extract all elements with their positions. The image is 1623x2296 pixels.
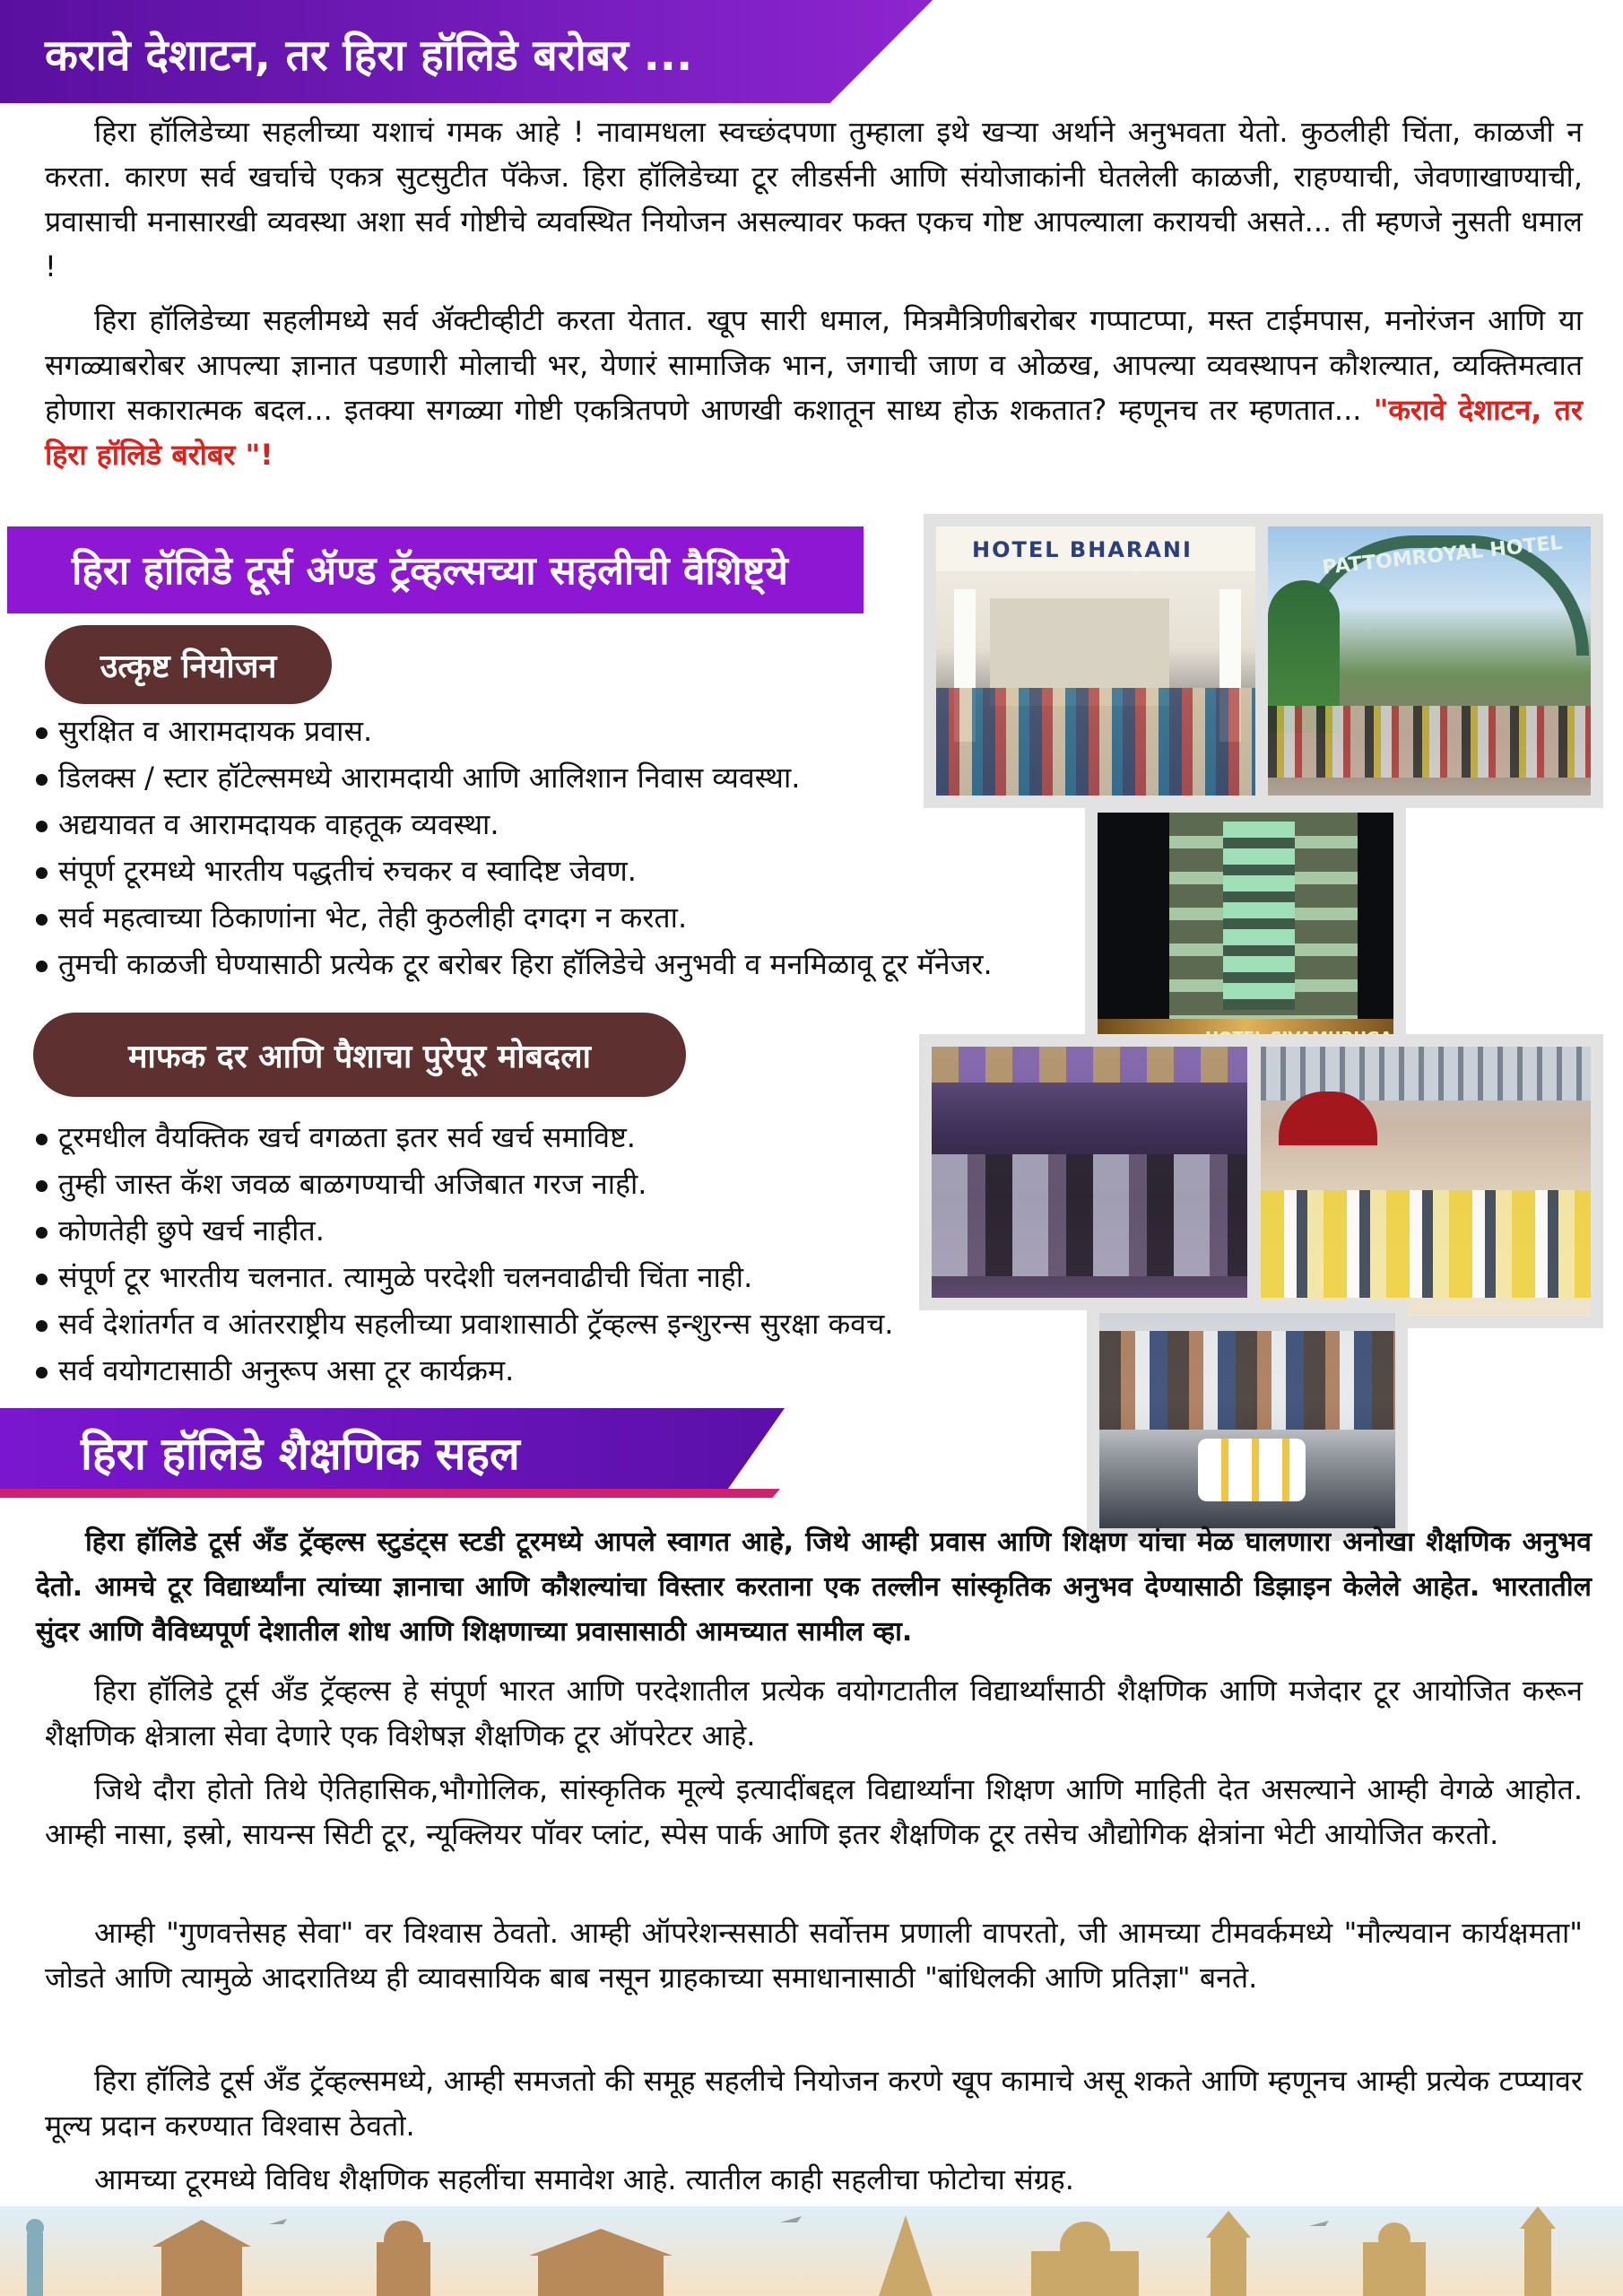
list-item-text: संपूर्ण टूरमध्ये भारतीय पद्धतीचं रुचकर व स्वादिष्ट जेवण. xyxy=(58,854,637,888)
photo-bus-interior-image xyxy=(932,1047,1247,1298)
bullet-icon xyxy=(36,727,48,739)
value-pill xyxy=(33,1013,686,1097)
intro-paragraph-2 xyxy=(45,298,1583,477)
bullet-icon xyxy=(36,961,48,972)
list-item-text: कोणतेही छुपे खर्च नाहीत. xyxy=(58,1213,325,1248)
students-faces xyxy=(1099,1331,1395,1430)
bus-seats-with-students xyxy=(932,1154,1247,1276)
list-item-text: डिलक्स / स्टार हॉटेल्समध्ये आरामदायी आणि आलिशान निवास व्यवस्था. xyxy=(58,761,801,795)
bus-ceiling-lights xyxy=(932,1047,1247,1083)
planning-pill-label: उत्कृष्ट नियोजन xyxy=(100,648,277,685)
group-of-students xyxy=(936,688,1259,796)
education-paragraph-4: आम्ही "गुणवत्तेसह सेवा" वर विश्वास ठेवतो. आम्ही ऑपरेशन्ससाठी सर्वोत्तम प्रणाली वापरतो, जी आमच्या टीमवर्कमध्ये "मौल्यवान कार्यक्षमता" जोडते आणि त्यामुळे आदरातिथ्य ही व्यावसायिक बाब नसून ग्राहकाच्या समाधानासाठी "बांधिलकी आणि प्रतिज्ञा" बनते. xyxy=(45,1916,1583,1995)
education-paragraph-2: हिरा हॉलिडे टूर्स अँड ट्रॅव्हल्स हे संपूर्ण भारत आणि परदेशातील प्रत्येक वयोगटातील विद्यार्थ्यांसाठी शैक्षणिक आणि मजेदार टूर आयोजित करून शैक्षणिक क्षेत्राला सेवा देणारे एक विशेषज्ञ शैक्षणिक टूर ऑपरेटर आहे. xyxy=(45,1674,1583,1752)
list-item xyxy=(36,1254,893,1300)
list-item-text: सर्व देशांतर्गत व आंतरराष्ट्रीय सहलीच्या प्रवाशासाठी ट्रॅव्हल्स इन्शुरन्स सुरक्षा कवच. xyxy=(58,1307,894,1341)
photo-hotel-sivamurugan xyxy=(1085,800,1406,1067)
planning-pill xyxy=(45,625,332,704)
education-paragraph-6: आमच्या टूरमध्ये विविध शैक्षणिक सहलींचा समावेश आहे. त्यातील काही सहलीचा फोटोचा संग्रह. xyxy=(94,2162,1074,2196)
value-list xyxy=(36,1114,893,1394)
bullet-icon xyxy=(36,774,48,786)
building-windows xyxy=(1223,822,1295,1010)
list-item xyxy=(36,941,993,987)
big-ben-icon xyxy=(1524,2229,1551,2296)
bullet-icon xyxy=(36,914,48,926)
intro-paragraph-2-text: हिरा हॉलिडेच्या सहलीमध्ये सर्व ॲक्टीव्हीटी करता येतात. खूप सारी धमाल, मित्रमैत्रिणीबरोबर गप्पाटप्पा, मस्त टाईमपास, मनोरंजन आणि या सगळ्याबरोबर आपल्या ज्ञानात पडणारी मोलाची भर, येणारं सामाजिक भान, जगाची जाण व ओळख, आपल्या व्यवस्थापन कौशल्यात, व्यक्तिमत्वात होणारा सकारात्मक बदल... इतक्या सगळ्या गोष्टी एकत्रितपणे आणखी कशातून साध्य होऊ शकतात? म्हणूनच तर म्हणतात... xyxy=(45,303,1583,427)
list-item xyxy=(36,1161,893,1207)
photo-hotel-sivamurugan-image xyxy=(1098,813,1393,1055)
list-item xyxy=(36,894,993,941)
education-heading: हिरा हॉलिडे शैक्षणिक सहल xyxy=(81,1428,520,1480)
intro-quote: "करावे देशाटन, तर हिरा हॉलिडे बरोबर "! xyxy=(45,393,1583,472)
photo-students-eating xyxy=(1087,1300,1408,1541)
skyline-illustration xyxy=(0,2206,1623,2296)
list-item xyxy=(36,1347,893,1394)
pattom-royal-sign: PATTOMROYAL HOTEL xyxy=(1321,532,1564,579)
hotel-bharani-sign: HOTEL BHARANI xyxy=(972,537,1193,562)
planning-list xyxy=(36,708,993,987)
list-item-text: सर्व महत्वाच्या ठिकाणांना भेट, तेही कुठलीही दगदग न करता. xyxy=(58,900,688,935)
photo-hotel-bharani-image xyxy=(936,526,1259,796)
bullet-icon xyxy=(36,1367,48,1378)
value-pill-label: माफक दर आणि पैशाचा पुरेपूर मोबदला xyxy=(128,1038,591,1075)
education-heading-accent xyxy=(0,1489,780,1498)
list-item-text: संपूर्ण टूर भारतीय चलनात. त्यामुळे परदेशी चलनवाढीची चिंता नाही. xyxy=(58,1260,753,1294)
eiffel-tower-icon xyxy=(879,2215,933,2296)
bullet-icon xyxy=(36,1274,48,1285)
bullet-icon xyxy=(36,1227,48,1239)
photo-dining-hall-image xyxy=(1261,1047,1591,1316)
list-item xyxy=(36,754,993,801)
list-item xyxy=(36,801,993,848)
bullet-icon xyxy=(36,1134,48,1145)
yellow-chairs-and-tables xyxy=(1261,1190,1591,1298)
group-of-students xyxy=(1268,706,1591,778)
bullet-icon xyxy=(36,1320,48,1332)
list-item xyxy=(36,1207,893,1254)
education-paragraph-1: हिरा हॉलिडे टूर्स अँड ट्रॅव्हल्स स्टुडंट्स स्टडी टूरमध्ये आपले स्वागत आहे, जिथे आम्ही प्रवास आणि शिक्षण यांचा मेळ घालणारा अनोखा शैक्षणिक अनुभव देतो. आमचे टूर विद्यार्थ्यांना त्यांच्या ज्ञानाचा आणि कौशल्यांचा विस्तार करताना एक तल्लीन सांस्कृतिक अनुभव देण्यासाठी डिझाइन केलेले आहेत. भारतातील सुंदर आणि वैविध्यपूर्ण देशातील शोध आणि शिक्षणाच्या प्रवासासाठी आमच्यात सामील व्हा. xyxy=(36,1526,1592,1648)
list-item-text: सुरक्षित व आरामदायक प्रवास. xyxy=(58,714,373,748)
list-item xyxy=(36,708,993,754)
airplane-icon xyxy=(269,2219,287,2224)
monuments-skyline xyxy=(0,2206,1623,2296)
list-item-text: सर्व वयोगटासाठी अनुरूप असा टूर कार्यक्रम. xyxy=(58,1353,515,1387)
features-heading: हिरा हॉलिडे टूर्स ॲण्ड ट्रॅव्हल्सच्या सहलीची वैशिष्ट्ये xyxy=(72,548,788,594)
statue-of-liberty-icon xyxy=(27,2233,43,2296)
photo-pattom-royal-image xyxy=(1268,526,1591,796)
bullet-icon xyxy=(36,821,48,832)
intro-paragraph-1: हिरा हॉलिडेच्या सहलीच्या यशाचं गमक आहे ! नावामधला स्वच्छंदपणा तुम्हाला इथे खऱ्या अर्थाने अनुभवता येतो. कुठलीही चिंता, काळजी न करता. कारण सर्व खर्चाचे एकत्र सुटसुटीत पॅकेज. हिरा हॉलिडेच्या टूर लीडर्सनी आणि संयोजाकांनी घेतलेली काळजी, राहण्याची, जेवणाखाण्याची, प्रवासाची मनासारखी व्यवस्था अशा सर्व गोष्टीचे व्यवस्थित नियोजन असल्यावर फक्त एकच गोष्ट आपल्याला करायची असते... ती म्हणजे नुसती धमाल ! xyxy=(45,115,1583,283)
list-item xyxy=(36,1114,893,1161)
airplane-icon xyxy=(1309,2221,1329,2226)
education-paragraph-5: हिरा हॉलिडे टूर्स अँड ट्रॅव्हल्समध्ये, आम्ही समजतो की समूह सहलीचे नियोजन करणे खूप कामाचे असू शकते आणि म्हणूनच आम्ही प्रत्येक टप्प्यावर मूल्य प्रदान करण्यात विश्वास ठेवतो. xyxy=(45,2064,1583,2143)
page-title: करावे देशाटन, तर हिरा हॉलिडे बरोबर ... xyxy=(45,30,693,81)
photo-bus-interior xyxy=(919,1034,1260,1310)
photo-hotel-bharani xyxy=(924,514,1271,808)
education-paragraph-3: जिथे दौरा होतो तिथे ऐतिहासिक,भौगोलिक, सांस्कृतिक मूल्ये इत्यादींबद्दल विद्यार्थ्यांना शिक्षण आणि माहिती देत असल्याने आम्ही वेगळे आहोत. आम्ही नासा, इस्रो, सायन्स सिटी टूर, न्यूक्लियर पॉवर प्लांट, स्पेस पार्क आणि इतर शैक्षणिक टूर तसेच औद्योगिक क्षेत्रांना भेटी आयोजित करतो. xyxy=(45,1772,1583,1851)
photo-dining-hall xyxy=(1248,1034,1603,1328)
list-item-text: अद्ययावत व आरामदायक वाहतूक व्यवस्था. xyxy=(58,807,499,841)
airplane-icon xyxy=(780,2216,802,2222)
plates-of-food xyxy=(1198,1439,1306,1501)
list-item-text: तुमची काळजी घेण्यासाठी प्रत्येक टूर बरोबर हिरा हॉलिडेचे अनुभवी व मनमिळावू टूर मॅनेजर. xyxy=(58,947,993,981)
list-item xyxy=(36,848,993,894)
list-item-text: तुम्ही जास्त कॅश जवळ बाळगण्याची अजिबात गरज नाही. xyxy=(58,1167,647,1201)
photo-students-eating-image xyxy=(1099,1313,1395,1528)
bullet-icon xyxy=(36,867,48,879)
bullet-icon xyxy=(36,1180,48,1192)
photo-pattom-royal-hotel xyxy=(1255,514,1603,808)
list-item-text: टूरमधील वैयक्तिक खर्च वगळता इतर सर्व खर्च समाविष्ट. xyxy=(58,1120,636,1154)
list-item xyxy=(36,1300,893,1347)
